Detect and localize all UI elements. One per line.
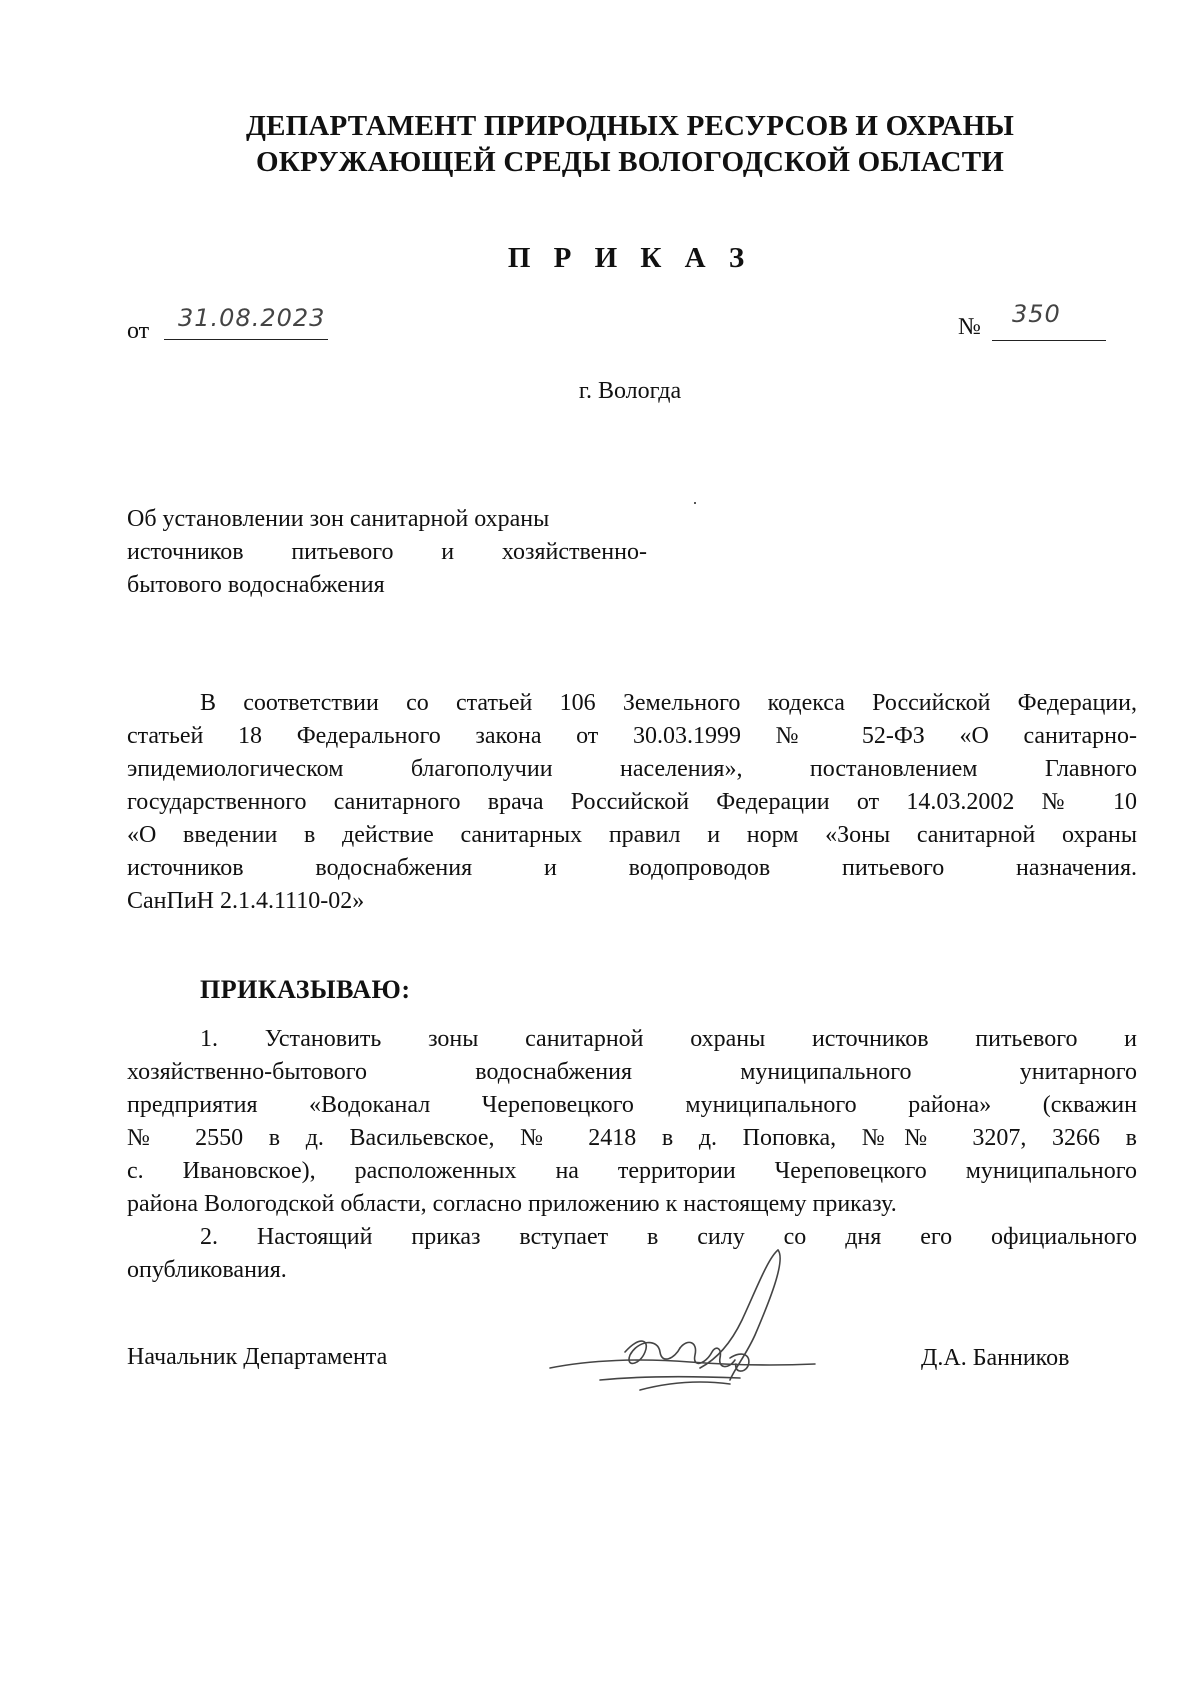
signer-role: Начальник Департамента [127,1344,388,1370]
preamble-line: СанПиН 2.1.4.1110-02» [127,888,365,914]
department-line-1: ДЕПАРТАМЕНТ ПРИРОДНЫХ РЕСУРСОВ И ОХРАНЫ [245,110,1015,142]
preamble-line: В соответствии со статьей 106 Земельного кодекса Российской Федерации, [200,690,1137,716]
number-underline [992,340,1106,341]
order-heading: ПРИКАЗЫВАЮ: [200,975,411,1004]
preamble-paragraph [127,687,1137,918]
handwritten-date: 31.08.2023 [178,304,326,332]
preamble-line: государственного санитарного врача Российской Федерации от 14.03.2002 № 10 [127,789,1137,815]
item-1-line: района Вологодской области, согласно приложению к настоящему приказу. [127,1191,897,1217]
preamble-line: статьей 18 Федерального закона от 30.03.1999 № 52-ФЗ «О санитарно- [127,723,1137,749]
subject-line-3: бытового водоснабжения [127,572,385,598]
item-1-line: № 2550 в д. Васильевское, № 2418 в д. Поповка, №№ 3207, 3266 в [127,1125,1137,1151]
item-2-line: 2. Настоящий приказ вступает в силу со дня его официального [200,1224,1137,1250]
date-underline [164,339,328,340]
preamble-line: «О введении в действие санитарных правил и норм «Зоны санитарной охраны [127,822,1137,848]
department-header [0,108,1200,180]
order-subject [127,503,647,602]
preamble-line: эпидемиологическом благополучии населения», постановлением Главного [127,756,1137,782]
item-1-line: хозяйственно-бытового водоснабжения муниципального унитарного [127,1059,1137,1085]
document-type-title: П Р И К А З [507,242,753,274]
handwritten-number: 350 [1012,300,1061,328]
subject-line-1: Об установлении зон санитарной охраны [127,506,550,532]
stray-dot [694,502,696,504]
number-label: № [958,314,981,340]
subject-line-2: источников питьевого и хозяйственно- [127,539,647,565]
preamble-line: источников водоснабжения и водопроводов питьевого назначения. [127,855,1137,881]
department-line-2: ОКРУЖАЮЩЕЙ СРЕДЫ ВОЛОГОДСКОЙ ОБЛАСТИ [256,146,1004,178]
city-label: г. Вологда [578,378,682,404]
item-1-line: предприятия «Водоканал Череповецкого муниципального района» (скважин [127,1092,1137,1118]
item-1-line: 1. Установить зоны санитарной охраны источников питьевого и [200,1026,1137,1052]
item-1-line: с. Ивановское), расположенных на территории Череповецкого муниципального [127,1158,1137,1184]
signer-name: Д.А. Банников [921,1345,1070,1371]
date-label: от [127,318,150,344]
handwritten-signature [530,1240,830,1400]
item-2-line: опубликования. [127,1257,287,1283]
